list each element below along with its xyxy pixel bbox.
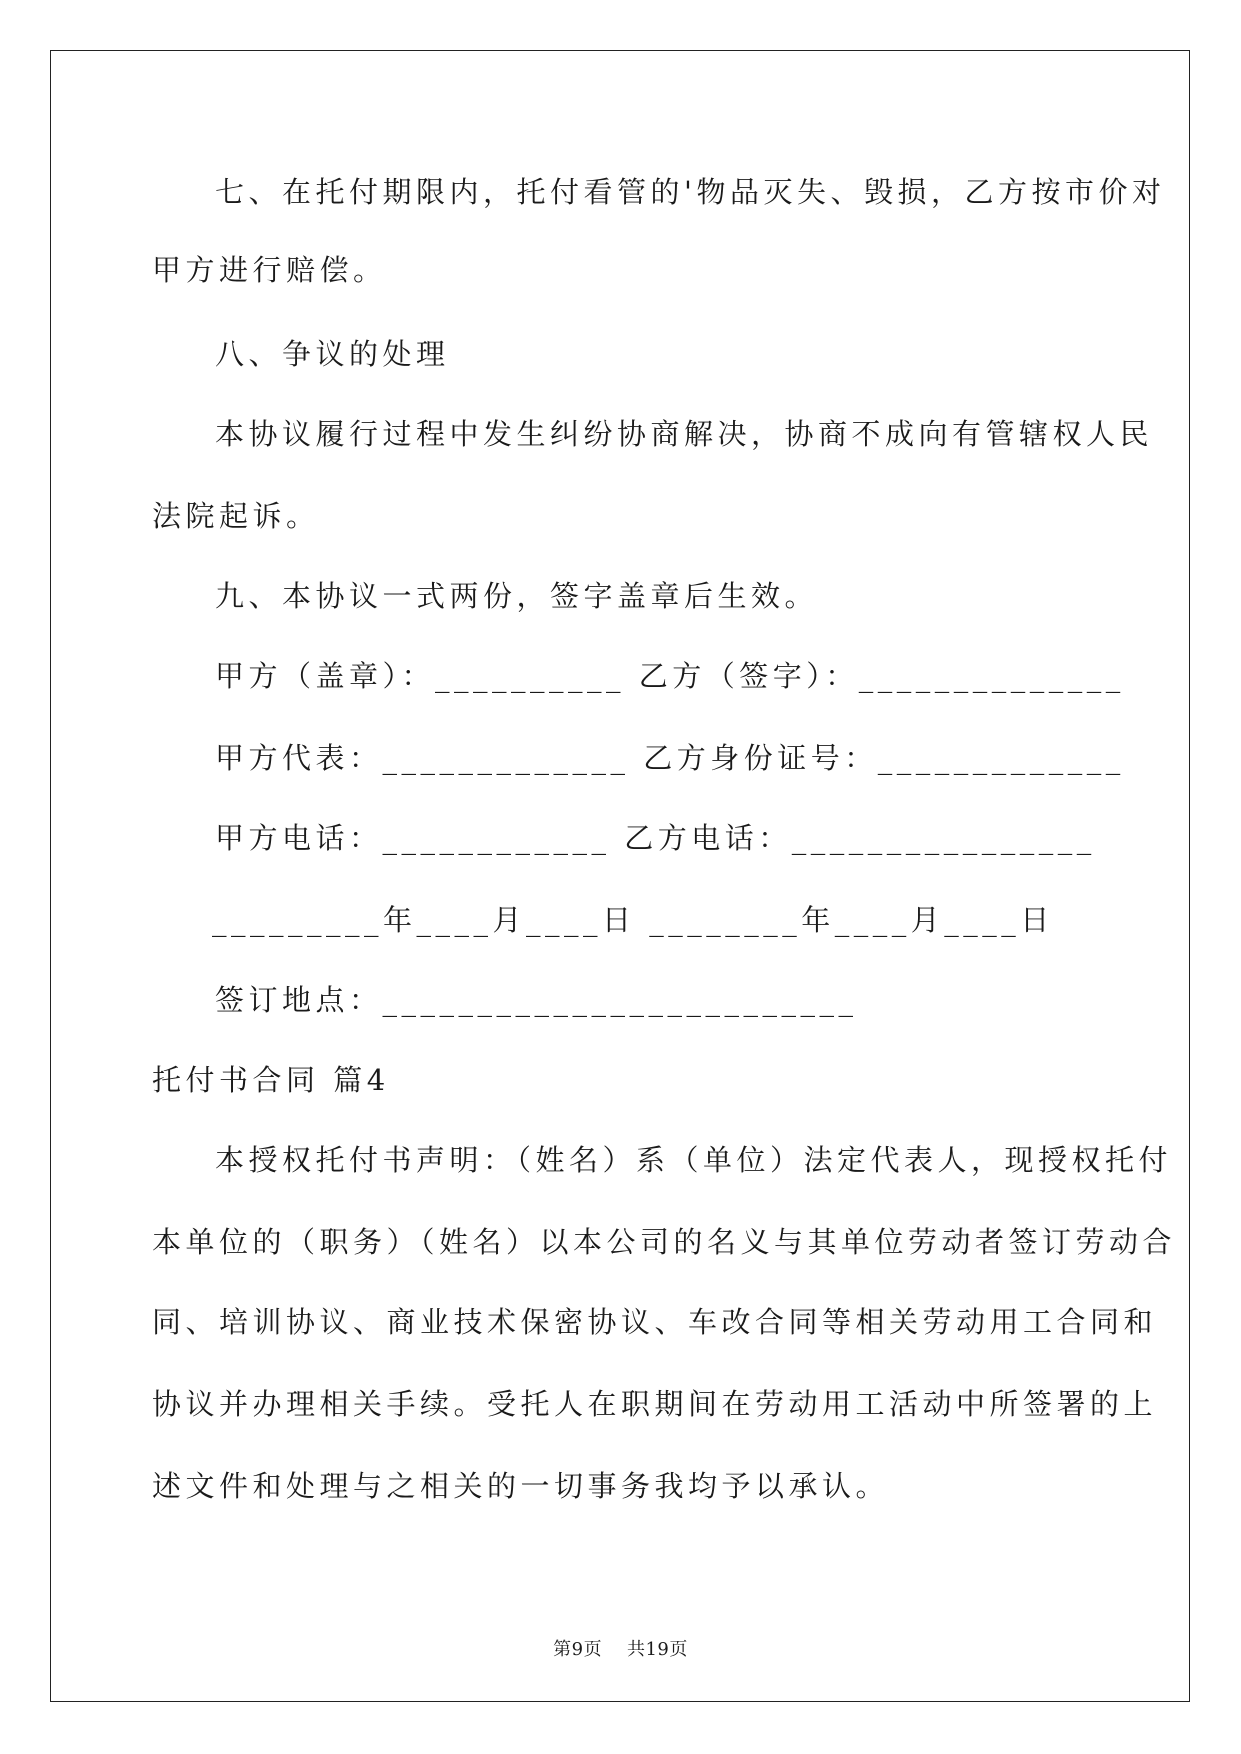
signature-row-party-a-b: 甲方（盖章）：__________ 乙方（签字）：______________ — [215, 659, 1125, 693]
page-border — [50, 50, 1190, 1702]
clause-8-line-2: 法院起诉。 — [152, 499, 320, 533]
section-4-line-5: 述文件和处理与之相关的一切事务我均予以承认。 — [152, 1469, 890, 1503]
clause-8-line-1: 本协议履行过程中发生纠纷协商解决，协商不成向有管辖权人民 — [215, 417, 1154, 451]
section-4-line-3: 同、培训协议、商业技术保密协议、车改合同等相关劳动用工合同和 — [152, 1305, 1158, 1339]
page-total: 共19页 — [626, 1639, 688, 1660]
signature-row-representative-id: 甲方代表：_____________ 乙方身份证号：_____________ — [215, 741, 1125, 775]
signature-row-phones: 甲方电话：____________ 乙方电话：________________ — [215, 821, 1096, 855]
clause-7-line-2: 甲方进行赔偿。 — [152, 253, 387, 287]
clause-9: 九、本协议一式两份，签字盖章后生效。 — [215, 579, 819, 613]
page-footer — [0, 1638, 1241, 1662]
clause-8-heading: 八、争议的处理 — [215, 337, 450, 371]
section-4-title: 托付书合同 篇4 — [152, 1063, 390, 1097]
signature-row-dates: _________年____月____日 ________年____月____日 — [212, 903, 1054, 937]
signature-row-location: 签订地点：_________________________ — [215, 983, 858, 1017]
clause-7-line-1: 七、在托付期限内，托付看管的'物品灭失、毁损，乙方按市价对 — [215, 175, 1166, 209]
section-4-line-2: 本单位的（职务）（姓名）以本公司的名义与其单位劳动者签订劳动合 — [152, 1225, 1177, 1259]
section-4-line-1: 本授权托付书声明：（姓名）系（单位）法定代表人，现授权托付 — [215, 1143, 1173, 1177]
page-number: 第9页 — [553, 1639, 603, 1660]
section-4-line-4: 协议并办理相关手续。受托人在职期间在劳动用工活动中所签署的上 — [152, 1387, 1158, 1421]
